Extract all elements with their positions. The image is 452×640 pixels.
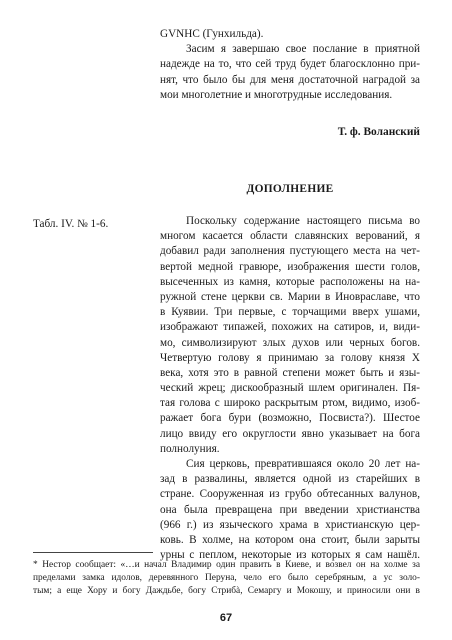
text-line: Четвертую голову я принимаю за голову князя X [160, 351, 420, 364]
text-line: GVNHC (Гунхильда). [160, 28, 264, 40]
footnote-divider [33, 552, 153, 553]
plate-reference: Табл. IV. № 1-6. [33, 218, 109, 230]
text-line: в Куявии. Три первые, с торчащими вверх ушами, [160, 306, 420, 319]
text-line: ческий жрец; дискообразный шлем оригинален. Пя- [160, 382, 420, 395]
text-line: тая голова с широко раскрытым ртом, видимо, изоб- [160, 397, 420, 410]
text-line: добавил ради заполнения пустующего места на чет- [160, 245, 420, 258]
text-line: мо, символизируют злых духов или черных богов. [160, 336, 420, 349]
text-line: Засим я завершаю свое послание в приятной [186, 43, 420, 56]
footnote-line: тым; а еще Хору и богу Даждьбе, богу Стрибà, Семаргу и Мокошу, и приносили они в [33, 586, 420, 596]
author-signature: Т. ф. Воланский [337, 126, 420, 138]
text-line: многом касается области славянских верований, я [160, 230, 420, 243]
text-line: она была превращена при введении христианства [160, 503, 420, 516]
text-line: ковь. В холме, на котором она стоит, были зарыты [160, 533, 420, 546]
text-line: высеченных из камня, которые расположены на на- [160, 275, 420, 288]
text-line: зад в развалины, является одной из старейших в [160, 473, 420, 486]
footnote-line: пределами замка идолов, деревянного Перуна, чело его было серебряным, а ус золо- [33, 573, 420, 583]
closing-paragraph [160, 27, 420, 103]
text-line: Сия церковь, превратившаяся около 20 лет на- [186, 458, 420, 470]
body-paragraph-2 [160, 457, 420, 563]
text-line: ружной стене церкви св. Марии в Иновраславе, что [160, 290, 420, 303]
text-line: нят, что было бы для меня достаточной наградой за [160, 73, 420, 86]
text-line: века, хотя это в равной степени может быть и язы- [160, 366, 420, 379]
footnote [33, 559, 420, 598]
text-line: Поскольку содержание настоящего письма во [186, 215, 420, 227]
text-line: (966 г.) из языческого храма в христианскую цер- [160, 518, 420, 531]
page-number: 67 [219, 612, 233, 624]
footnote-line: * Нестор сообщает: «…и начал Владимир один править в Киеве, и возвел он на холме за [33, 560, 420, 570]
text-line: мои многолетние и многотрудные исследования. [160, 88, 393, 101]
text-line: надежде на то, что сей труд будет благосклонно при- [160, 58, 420, 71]
section-heading: ДОПОЛНЕНИЕ [246, 183, 334, 195]
text-line: изображают типажей, похожих на сатиров, и, види- [160, 321, 420, 334]
text-line: вертой медной гравюре, изображения шести голов, [160, 260, 420, 273]
text-line: стране. Сооруженная из грубо обтесанных валунов, [160, 488, 420, 501]
text-line: ражает бога бури (возможно, Посвиста?). Шестое [160, 412, 420, 425]
text-line: урны с пеплом, некоторые из которых я сам нашёл. [160, 549, 420, 562]
text-line: лицо ввиду его округлости явно указывает на бога [160, 427, 420, 440]
body-paragraph-1 [160, 214, 420, 457]
text-line: полнолуния. [160, 442, 220, 455]
